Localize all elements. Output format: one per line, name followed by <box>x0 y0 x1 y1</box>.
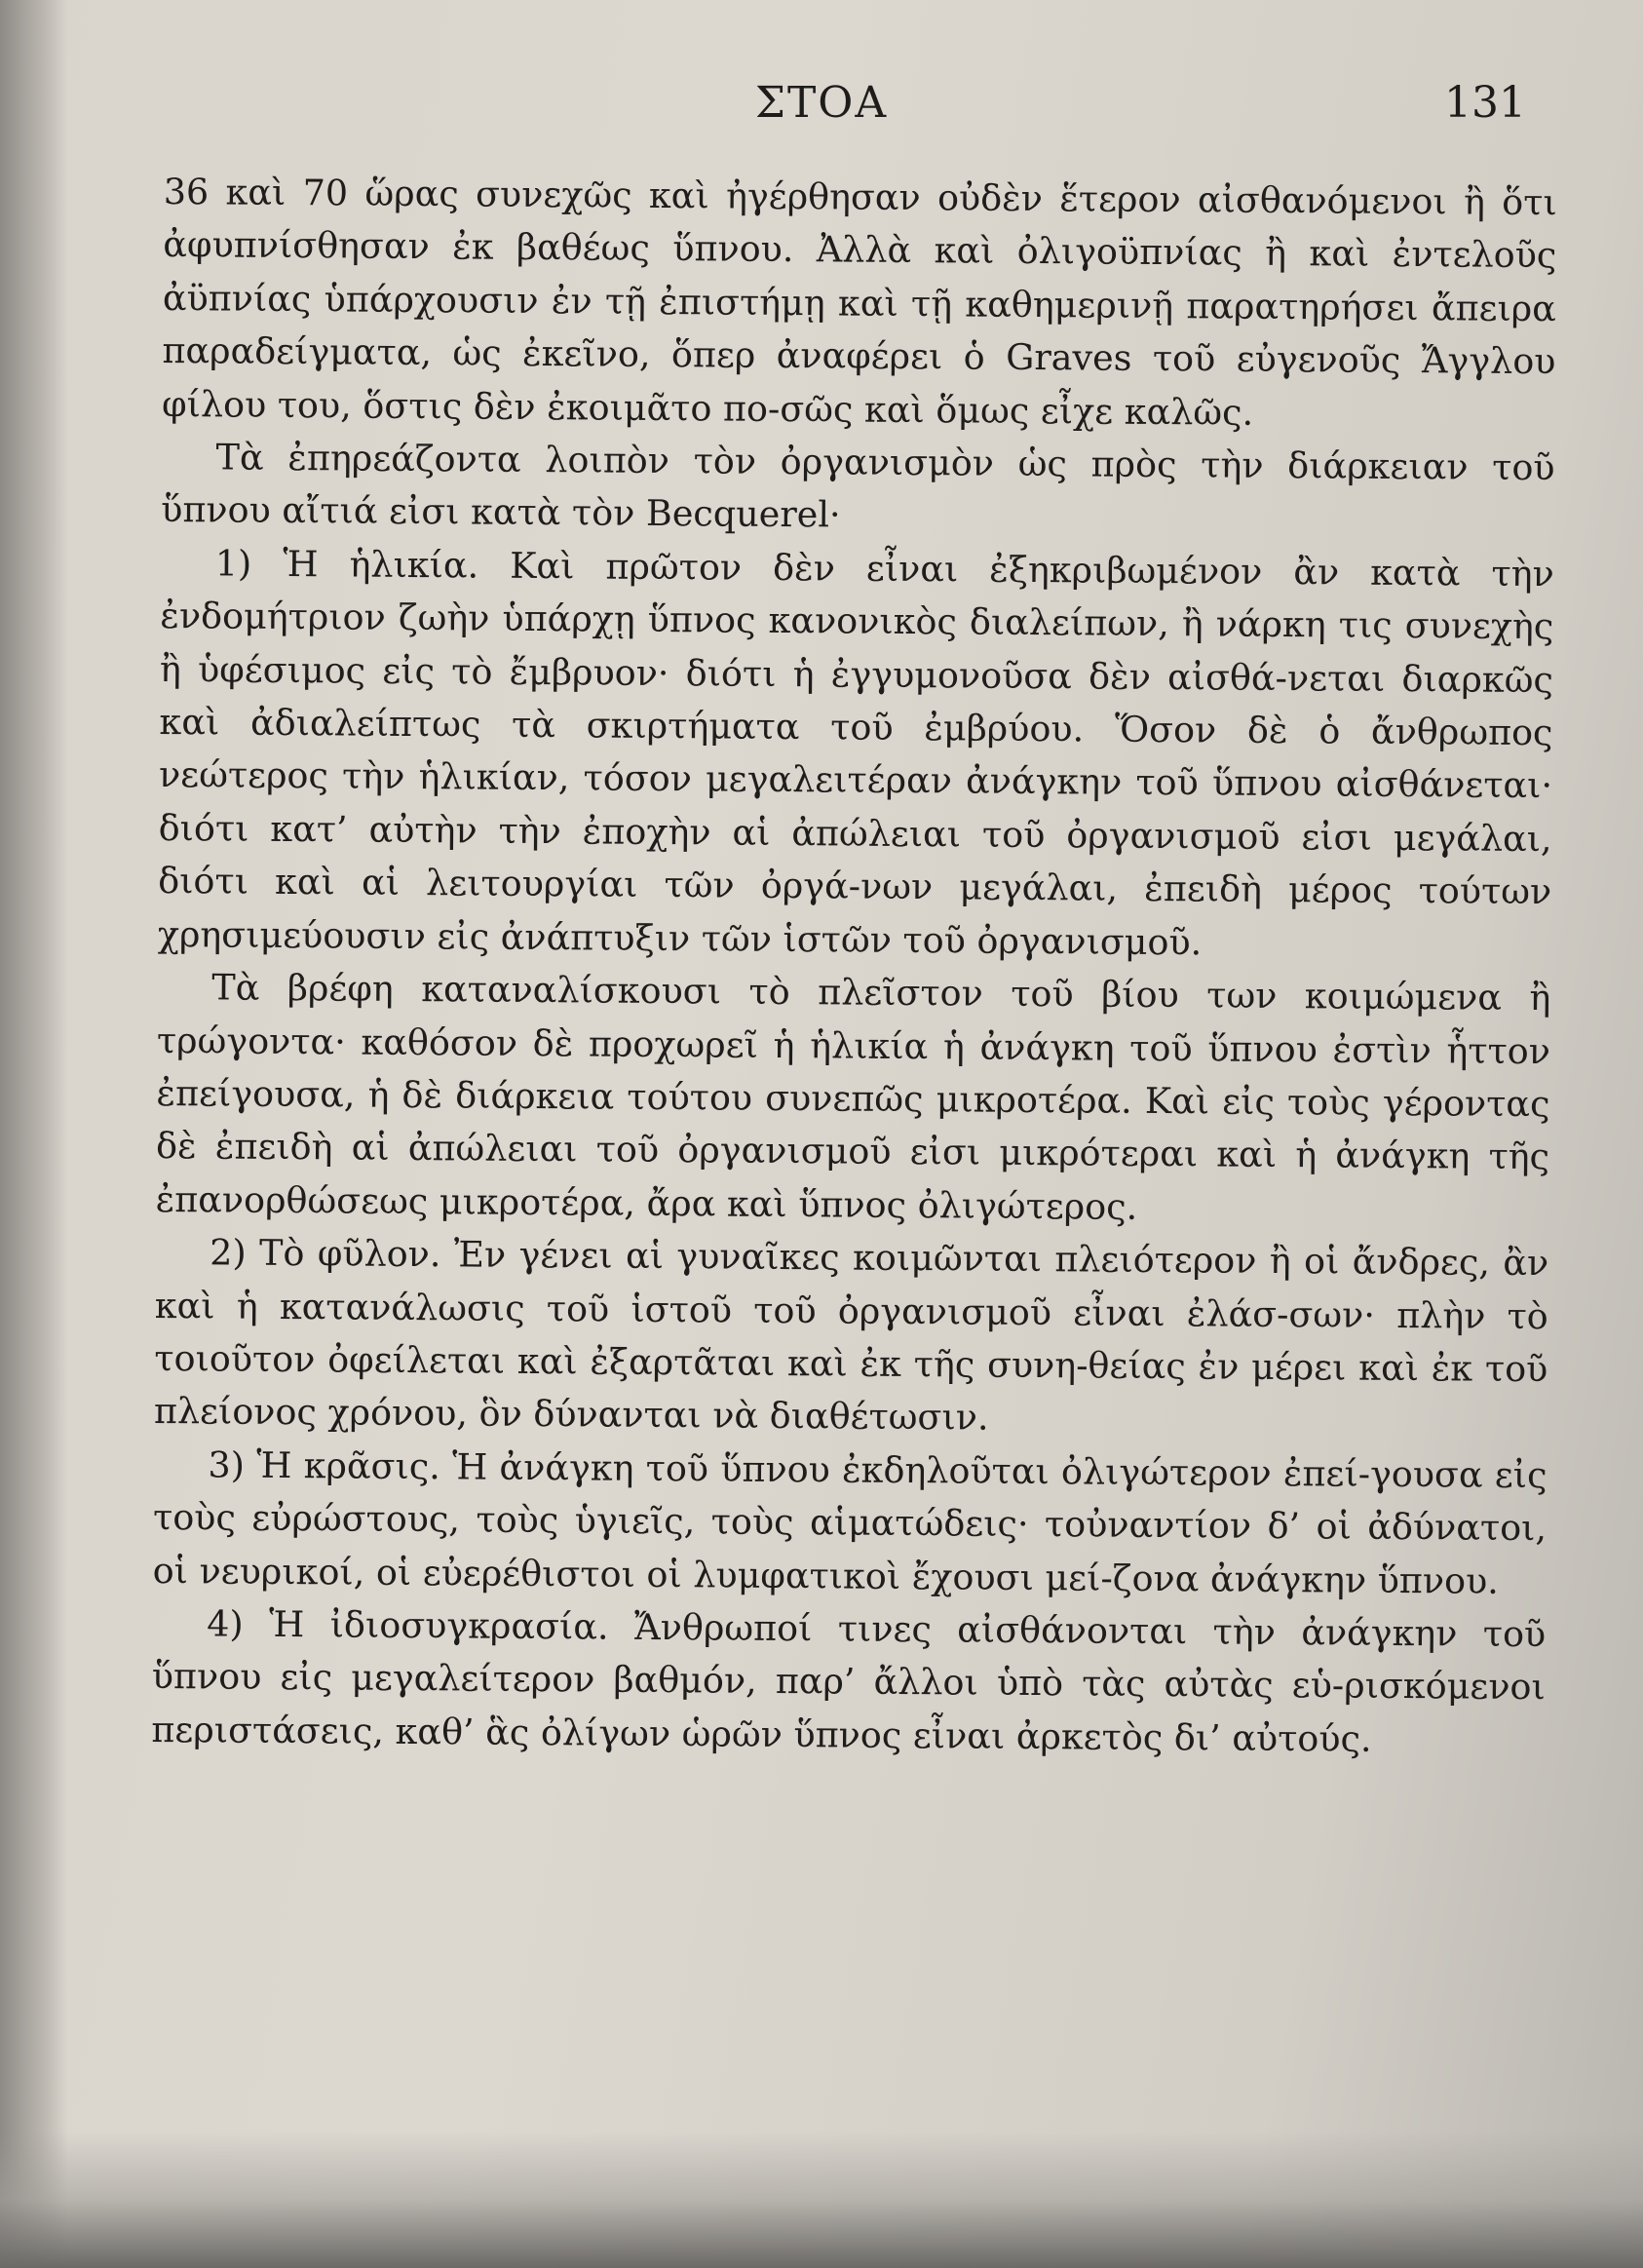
paragraph-3: 1) Ἡ ἡλικία. Καὶ πρῶτον δὲν εἶναι ἐξηκριβωμένον ἂν κατὰ τὴν ἐνδομήτριον ζωὴν ὑπάρχῃ ὕπνος κανονικὸς διαλείπων, ἢ νάρκη τις συνεχὴς ἢ ὑφέσιμος εἰς τὸ ἔμβρυον· διότι ἡ ἐγγυμονοῦσα δὲν αἰσθά-νεται διαρκῶς καὶ ἀδιαλείπτως τὰ σκιρτήματα τοῦ ἐμβρύου. Ὅσον δὲ ὁ ἄνθρωπος νεώτερος τὴν ἡλικίαν, τόσον μεγαλειτέραν ἀνάγκην τοῦ ὕπνου αἰσθάνεται· διότι κατ’ αὐτὴν τὴν ἐποχὴν αἱ ἀπώλειαι τοῦ ὀργανισμοῦ εἰσι μεγάλαι, διότι καὶ αἱ λειτουργίαι τῶν ὀργά-νων μεγάλαι, ἐπειδὴ μέρος τούτων χρησιμεύουσιν εἰς ἀνάπτυξιν τῶν ἱστῶν τοῦ ὀργανισμοῦ. <box>157 542 1554 964</box>
paragraph-6: 3) Ἡ κρᾶσις. Ἡ ἀνάγκη τοῦ ὕπνου ἐκδηλοῦται ὀλιγώτερον ἐπεί-γουσα εἰς τοὺς εὐρώστους, τοὺς ὑγιεῖς, τοὺς αἱματώδεις· τοὐναντίον δ’ οἱ ἀδύνατοι, οἱ νευρικοί, οἱ εὐερέθιστοι οἱ λυμφατικοὶ ἔχουσι μεί-ζονα ἀνάγκην ὕπνου. <box>152 1443 1547 1602</box>
page-binding-shadow <box>0 0 68 2268</box>
running-title: ΣΤΟΑ <box>754 78 889 128</box>
paragraph-7: 4) Ἡ ἰδιοσυγκρασία. Ἄνθρωποί τινες αἰσθάνονται τὴν ἀνάγκην τοῦ ὕπνου εἰς μεγαλείτερον βαθμόν, παρ’ ἄλλοι ὑπὸ τὰς αὐτὰς εὑ-ρισκόμενοι περιστάσεις, καθ’ ἃς ὀλίγων ὡρῶν ὕπνος εἶναι ἀρκετὸς δι’ αὐτούς. <box>151 1602 1547 1760</box>
page-bottom-shadow <box>0 2132 1643 2268</box>
paragraph-5: 2) Τὸ φῦλον. Ἐν γένει αἱ γυναῖκες κοιμῶνται πλειότερον ἢ οἱ ἄνδρες, ἂν καὶ ἡ κατανάλωσις τοῦ ἱστοῦ τοῦ ὀργανισμοῦ εἶναι ἐλάσ-σων· πλὴν τὸ τοιοῦτον ὀφείλεται καὶ ἐξαρτᾶται καὶ ἐκ τῆς συνη-θείας ἐν μέρει καὶ ἐκ τοῦ πλείονος χρόνου, ὃν δύνανται νὰ διαθέτωσιν. <box>153 1231 1549 1440</box>
paragraph-4: Τὰ βρέφη καταναλίσκουσι τὸ πλεῖστον τοῦ βίου των κοιμώμενα ἢ τρώγοντα· καθόσον δὲ προχωρεῖ ἡ ἡλικία ἡ ἀνάγκη τοῦ ὕπνου ἐστὶν ἧττον ἐπείγουσα, ἡ δὲ διάρκεια τούτου συνεπῶς μικροτέρα. Καὶ εἰς τοὺς γέροντας δὲ ἐπειδὴ αἱ ἀπώλειαι τοῦ ὀργανισμοῦ εἰσι μικρότεραι καὶ ἡ ἀνάγκη τῆς ἐπανορθώσεως μικροτέρα, ἄρα καὶ ὕπνος ὀλιγώτερος. <box>155 966 1551 1228</box>
paragraph-2: Τὰ ἐπηρεάζοντα λοιπὸν τὸν ὀργανισμὸν ὡς πρὸς τὴν διάρκειαν τοῦ ὕπνου αἴτιά εἰσι κατὰ τὸν Becquerel· <box>161 436 1555 536</box>
page-header <box>0 60 1643 129</box>
paragraph-1: 36 καὶ 70 ὥρας συνεχῶς καὶ ἠγέρθησαν οὐδὲν ἕτερον αἰσθανόμενοι ἢ ὅτι ἀφυπνίσθησαν ἐκ βαθέως ὕπνου. Ἀλλὰ καὶ ὀλιγοϋπνίας ἢ καὶ ἐντελοῦς ἀϋπνίας ὑπάρχουσιν ἐν τῇ ἐπιστήμῃ καὶ τῇ καθημερινῇ παρατηρήσει ἄπειρα παραδείγματα, ὡς ἐκεῖνο, ὅπερ ἀναφέρει ὁ Graves τοῦ εὐγενοῦς Ἄγγλου φίλου του, ὅστις δὲν ἐκοιμᾶτο πο-σῶς καὶ ὅμως εἶχε καλῶς. <box>161 170 1557 434</box>
body-text <box>151 166 1557 1767</box>
page-number: 131 <box>1444 78 1526 128</box>
